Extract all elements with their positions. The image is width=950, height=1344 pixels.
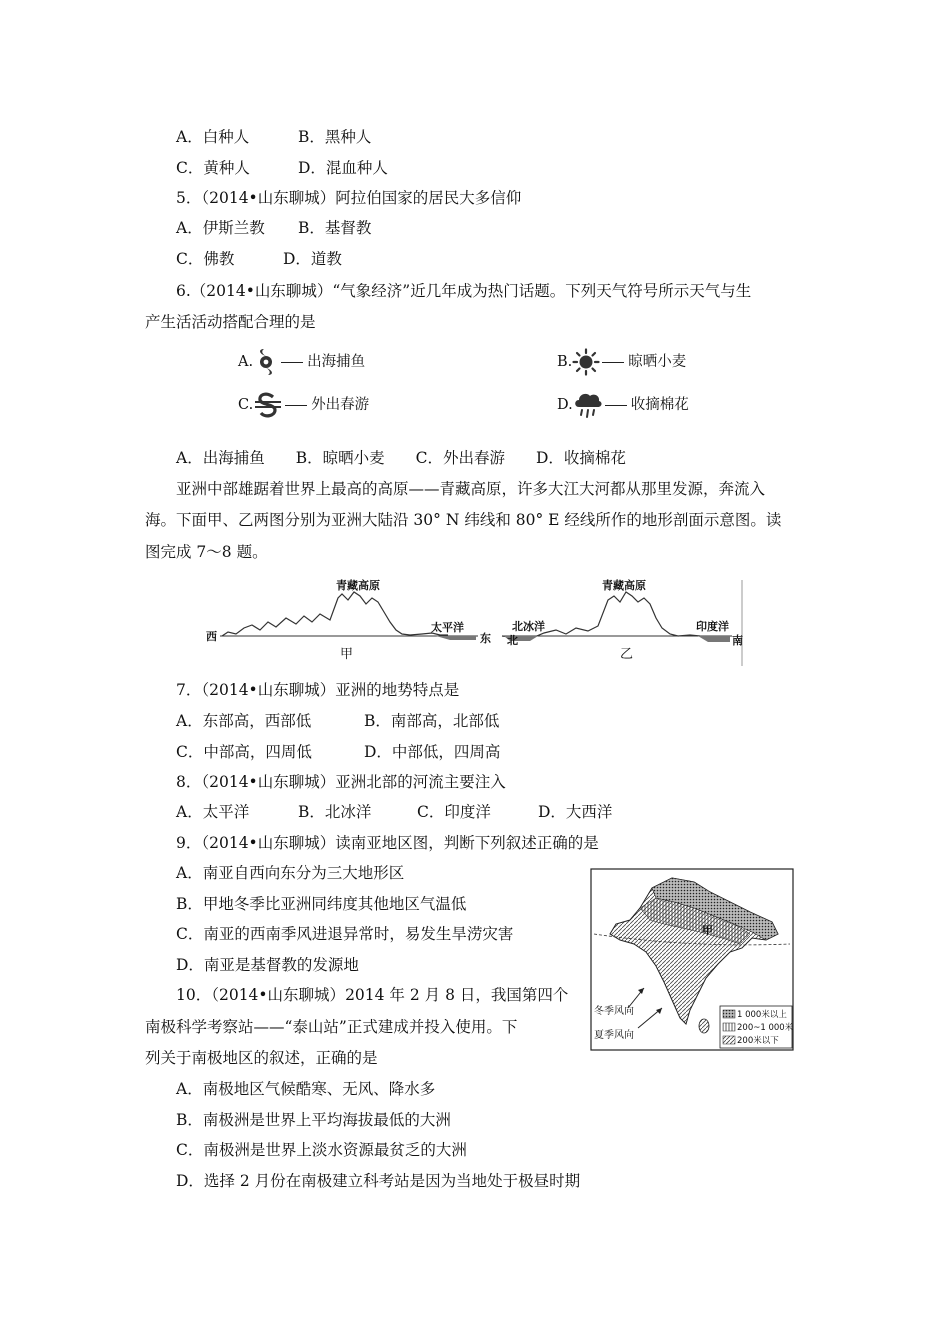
- q6-stem-line1: 6.（2014•山东聊城）“气象经济”近几年成为热门话题。下列天气符号所示天气与生: [176, 282, 752, 300]
- q6-figure-a-dash: [281, 362, 303, 363]
- summer-wind-label: 夏季风向: [594, 1030, 634, 1041]
- q6-figure-c-dash: [285, 405, 307, 406]
- q6-figure-a-text: 出海捕鱼: [307, 354, 366, 370]
- q10-stem-line2: 南极科学考察站——“泰山站”正式建成并投入使用。下: [145, 1018, 518, 1036]
- profile-jia-east-label: 东: [480, 632, 491, 645]
- sandstorm-icon: [253, 391, 283, 419]
- q10-option-a: A．南极地区气候酷寒、无风、降水多: [176, 1080, 436, 1098]
- profile-jia-west-label: 西: [206, 630, 217, 643]
- q9-stem: 9．（2014•山东聊城）读南亚地区图，判断下列叙述正确的是: [176, 834, 599, 852]
- q5-option-b: B．基督教: [298, 219, 372, 237]
- q10-option-d: D．选择 2 月份在南极建立科考站是因为当地处于极昼时期: [176, 1172, 581, 1190]
- q5-option-a: A．伊斯兰教: [176, 219, 265, 237]
- q7-option-a: A．东部高，西部低: [176, 712, 312, 730]
- q6-figure-c-letter: C.: [238, 397, 254, 413]
- q8-option-a: A．太平洋: [176, 803, 250, 821]
- q7-option-c: C．中部高，四周低: [176, 743, 312, 761]
- q6-figure-c: [238, 391, 369, 419]
- legend-swatch-high: [723, 1010, 735, 1018]
- q6-figure-a-letter: A.: [238, 354, 254, 370]
- q9-option-b: B．甲地冬季比亚洲同纬度其他地区气温低: [176, 895, 467, 913]
- profile-yi-name: 乙: [620, 647, 634, 662]
- profile-yi-south-ocean-label: 印度洋: [696, 620, 729, 633]
- map-sri-lanka: [699, 1019, 709, 1033]
- q4-option-b: B．黑种人: [298, 128, 372, 146]
- profile-jia-ocean-fill: [436, 636, 476, 640]
- q6-figure-a: [238, 348, 365, 376]
- q5-option-c: C．佛教: [176, 250, 235, 268]
- q9-option-a: A．南亚自西向东分为三大地形区: [176, 864, 405, 882]
- q6-figure-d-letter: D.: [557, 397, 573, 413]
- profile-jia-ocean-label: 太平洋: [431, 621, 464, 634]
- q6-figure-b-text: 晾晒小麦: [628, 354, 687, 370]
- q9-option-c: C．南亚的西南季风进退异常时，易发生旱涝灾害: [176, 925, 514, 943]
- legend-swatch-mid: [723, 1023, 735, 1031]
- legend-label-low: 200米以下: [737, 1036, 779, 1046]
- passage-line2: 海。下面甲、乙两图分别为亚洲大陆沿 30° N 纬线和 80° E 经线所作的地形剖面示意图。读: [145, 511, 782, 529]
- heavy-rain-icon: [573, 391, 603, 419]
- profile-yi-indian-fill: [698, 636, 730, 642]
- south-asia-map: [590, 868, 794, 1051]
- winter-wind-label: 冬季风向: [594, 1006, 634, 1017]
- map-legend: [720, 1006, 794, 1048]
- q6-figure-b-letter: B.: [557, 354, 573, 370]
- q10-option-b: B．南极洲是世界上平均海拔最低的大洲: [176, 1111, 451, 1129]
- profile-jia: [206, 578, 491, 662]
- q7-option-b: B．南部高，北部低: [364, 712, 500, 730]
- passage-line1: 亚洲中部雄踞着世界上最高的高原——青藏高原，许多大江大河都从那里发源，奔流入: [176, 480, 766, 498]
- passage-line3: 图完成 7～8 题。: [145, 543, 268, 561]
- profile-yi-north-ocean-label: 北冰洋: [512, 620, 545, 633]
- q10-stem-line1: 10．（2014•山东聊城）2014 年 2 月 8 日，我国第四个: [176, 986, 569, 1004]
- q10-option-c: C．南极洲是世界上淡水资源最贫乏的大洲: [176, 1141, 467, 1159]
- q8-option-c: C．印度洋: [417, 803, 491, 821]
- q5-stem: 5．（2014•山东聊城）阿拉伯国家的居民大多信仰: [176, 189, 522, 207]
- profile-jia-plateau-label: 青藏高原: [336, 579, 380, 592]
- q6-figure-d-dash: [605, 405, 627, 406]
- q5-option-d: D．道教: [283, 250, 342, 268]
- legend-label-mid: 200~1 000米: [737, 1023, 794, 1033]
- profile-yi-north-label: 北: [507, 634, 518, 647]
- q6-figure-d-text: 收摘棉花: [630, 397, 689, 413]
- q6-options: A．出海捕鱼 B．晾晒小麦 C．外出春游 D．收摘棉花: [176, 449, 626, 467]
- profile-jia-name: 甲: [340, 647, 354, 662]
- q6-figure-b-dash: [602, 362, 624, 363]
- q9-option-d: D．南亚是基督教的发源地: [176, 956, 359, 974]
- profile-yi: [502, 578, 743, 666]
- q6-figure-b: [557, 348, 686, 376]
- q4-option-d: D．混血种人: [298, 159, 388, 177]
- profile-jia-terrain: [222, 592, 448, 636]
- q6-figure-c-text: 外出春游: [311, 397, 370, 413]
- typhoon-icon: [253, 348, 279, 376]
- sunny-icon: [572, 348, 600, 376]
- q8-option-d: D．大西洋: [538, 803, 613, 821]
- q8-stem: 8．（2014•山东聊城）亚洲北部的河流主要注入: [176, 773, 506, 791]
- q7-option-d: D．中部低，四周高: [364, 743, 501, 761]
- map-jia-label: 甲: [702, 924, 713, 937]
- legend-label-high: 1 000米以上: [737, 1010, 787, 1020]
- q4-option-a: A．白种人: [176, 128, 250, 146]
- q6-figure-d: [557, 391, 689, 419]
- q10-stem-line3: 列关于南极地区的叙述，正确的是: [145, 1049, 378, 1067]
- q4-option-c: C．黄种人: [176, 159, 250, 177]
- q6-stem-line2: 产生活活动搭配合理的是: [145, 313, 316, 331]
- terrain-profile-figure: [200, 578, 756, 670]
- q8-option-b: B．北冰洋: [298, 803, 372, 821]
- profile-yi-south-label: 南: [732, 634, 743, 647]
- q7-stem: 7．（2014•山东聊城）亚洲的地势特点是: [176, 681, 460, 699]
- legend-swatch-low: [723, 1036, 735, 1044]
- profile-yi-plateau-label: 青藏高原: [602, 579, 646, 592]
